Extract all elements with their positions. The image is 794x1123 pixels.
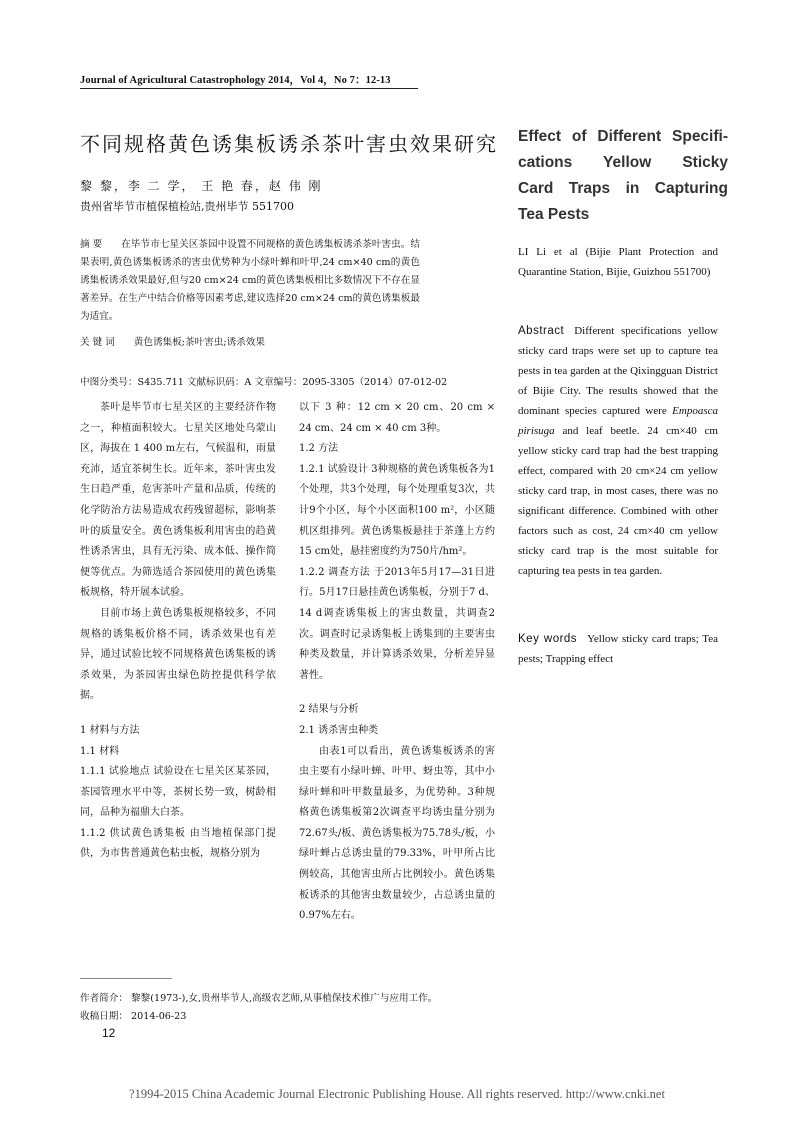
english-title-line: Tea Pests bbox=[518, 206, 590, 223]
section-heading: 1 材料与方法 bbox=[80, 724, 140, 736]
body-paragraph: 目前市场上黄色诱集板规格较多，不同规格的诱集板价格不同，诱杀效果也有差异，通过试验比较不同规格黄色诱集板的诱杀效果，为茶园害虫绿色防控提供科学依据。 bbox=[80, 607, 276, 702]
author-footnote-label: 作者简介： bbox=[80, 993, 128, 1004]
section-heading: 1.1 材料 bbox=[80, 745, 120, 757]
section-gap bbox=[299, 686, 495, 700]
footnote-rule bbox=[80, 978, 172, 979]
chinese-affiliation: 贵州省毕节市植保植检站,贵州毕节 551700 bbox=[80, 200, 294, 213]
keywords-label: 关键词 bbox=[80, 337, 118, 348]
author-footnote bbox=[80, 990, 437, 1004]
author-footnote-text: 黎黎(1973-),女,贵州毕节人,高级农艺师,从事植保技术推广与应用工作。 bbox=[131, 993, 438, 1004]
received-label: 收稿日期： bbox=[80, 1011, 128, 1022]
received-footnote bbox=[80, 1008, 186, 1022]
keywords-text: 黄色诱集板;茶叶害虫;诱杀效果 bbox=[133, 337, 265, 348]
body-paragraph: 茶叶是毕节市七星关区的主要经济作物之一，种植面积较大。七星关区地处乌蒙山区，海拔在 1 400 m左右，气候温和，雨量充沛，适宜茶树生长。近年来，茶叶害虫发生日趋严重，危害茶叶产量和品质，传统的化学防治方法易造成农药残留超标，影响茶叶的质量安全。黄色诱集板利用害虫的趋黄性诱杀害虫，具有无污染、成本低、操作简便等优点。为筛选适合茶园使用的黄色诱集板规格，特开展本试验。 bbox=[80, 402, 276, 599]
received-date: 2014-06-23 bbox=[131, 1011, 187, 1022]
chinese-authors: 黎 黎，李 二 学， 王 艳 春，赵 伟 刚 bbox=[80, 179, 323, 193]
english-abstract-text: Different specifications yellow sticky card traps were set up to capture tea pests in tea garden at the Qixingguan District of Bijie City. The results showed that the dominant species captured were bbox=[518, 325, 718, 417]
section-heading: 2.1 诱杀害虫种类 bbox=[299, 724, 379, 736]
section-gap bbox=[80, 707, 276, 721]
section-heading: 2 结果与分析 bbox=[299, 704, 359, 716]
chinese-keywords bbox=[80, 334, 265, 348]
abstract-label: 摘要 bbox=[80, 239, 106, 250]
copyright-footer: ?1994-2015 China Academic Journal Electronic Publishing House. All rights reserved. http://www.cnki.net bbox=[129, 1087, 665, 1101]
abstract-text: 在毕节市七星关区茶园中设置不同规格的黄色诱集板诱杀茶叶害虫。结果表明,黄色诱集板诱杀的害虫优势种为小绿叶蝉和叶甲,24 cm×40 cm的黄色诱集板诱杀效果最好,但与20 cm×24 cm的黄色诱集板相比多数情况下不存在显著差异。在生产中结合价格等因素考虑,建议选择20 cm×24 cm的黄色诱集板最为适宜。 bbox=[80, 239, 421, 322]
chinese-title: 不同规格黄色诱集板诱杀茶叶害虫效果研究 bbox=[80, 132, 498, 156]
english-abstract-text-rest: and leaf beetle. 24 cm×40 cm yellow sticky card trap had the best trapping effect, compared with 20 cm×24 cm yellow sticky card trap, in most cases, there was no significant difference. Combined with other factors such as cost, 24 cm×40 cm yellow sticky card trap is the most suitable for capturing tea pests in tea garden. bbox=[518, 425, 718, 577]
english-title bbox=[518, 124, 728, 228]
english-title-line: Effect of Different Specifi- bbox=[518, 128, 728, 145]
english-title-line: Card Traps in Capturing bbox=[518, 180, 728, 197]
body-paragraph: 1.2.2 调查方法 于2013年5月17—31日进行。5月17日悬挂黄色诱集板，分别于7 d、14 d调查诱集板上的害虫数量，共调查2次。调查时记录诱集板上诱集到的主要害虫种类及数量，并计算诱杀效果，分析差异显著性。 bbox=[299, 566, 495, 681]
species-name: Empoasca pirisuga bbox=[518, 405, 718, 437]
body-column-left bbox=[80, 398, 276, 865]
english-abstract bbox=[518, 321, 718, 581]
english-keywords bbox=[518, 629, 718, 669]
body-paragraph: 1.2.1 试验设计 3种规格的黄色诱集板各为1个处理，共3个处理，每个处理重复3次，共计9个小区，每个小区面积100 m²，小区随机区组排列。黄色诱集板悬挂于茶蓬上方约15 cm处，悬挂密度约为750片/hm²。 bbox=[299, 463, 495, 558]
english-abstract-label: Abstract bbox=[518, 325, 565, 337]
classification-line: 中图分类号：S435.711 文献标识码：A 文章编号：2095-3305（2014）07-012-02 bbox=[80, 377, 448, 388]
body-paragraph: 1.1.1 试验地点 试验设在七星关区某茶园，茶园管理水平中等，茶树长势一致，树龄相同，品种为福鼎大白茶。 bbox=[80, 766, 276, 819]
english-title-line: cations Yellow Sticky bbox=[518, 154, 728, 171]
body-paragraph: 1.1.2 供试黄色诱集板 由当地植保部门提供，为市售普通黄色粘虫板，规格分别为 bbox=[80, 827, 276, 860]
journal-header: Journal of Agricultural Catastrophology 2014，Vol 4，No 7：12-13 bbox=[80, 75, 391, 86]
body-paragraph: 以下 3 种：12 cm × 20 cm、20 cm × 24 cm、24 cm × 40 cm 3种。 bbox=[299, 402, 495, 434]
header-rule bbox=[80, 88, 418, 89]
body-paragraph: 由表1可以看出，黄色诱集板诱杀的害虫主要有小绿叶蝉、叶甲、蚜虫等，其中小绿叶蝉和叶甲数量最多，为优势种。3种规格黄色诱集板第2次调查平均诱虫量分别为72.67头/板、黄色诱集板为75.78头/板，小绿叶蝉占总诱虫量的79.33%，叶甲所占比例较高，其他害虫所占比例较小。黄色诱集板诱杀的其他害虫数量较少，占总诱虫量的0.97%左右。 bbox=[299, 745, 495, 922]
english-authors: LI Li et al (Bijie Plant Protection and Quarantine Station, Bijie, Guizhou 551700) bbox=[518, 246, 718, 278]
chinese-abstract bbox=[80, 236, 420, 326]
section-heading: 1.2 方法 bbox=[299, 443, 339, 455]
english-keywords-label: Key words bbox=[518, 633, 578, 645]
body-column-right bbox=[299, 398, 495, 927]
english-keywords-text: Yellow sticky card traps; Tea pests; Trapping effect bbox=[518, 633, 718, 665]
page-number: 12 bbox=[102, 1026, 116, 1040]
